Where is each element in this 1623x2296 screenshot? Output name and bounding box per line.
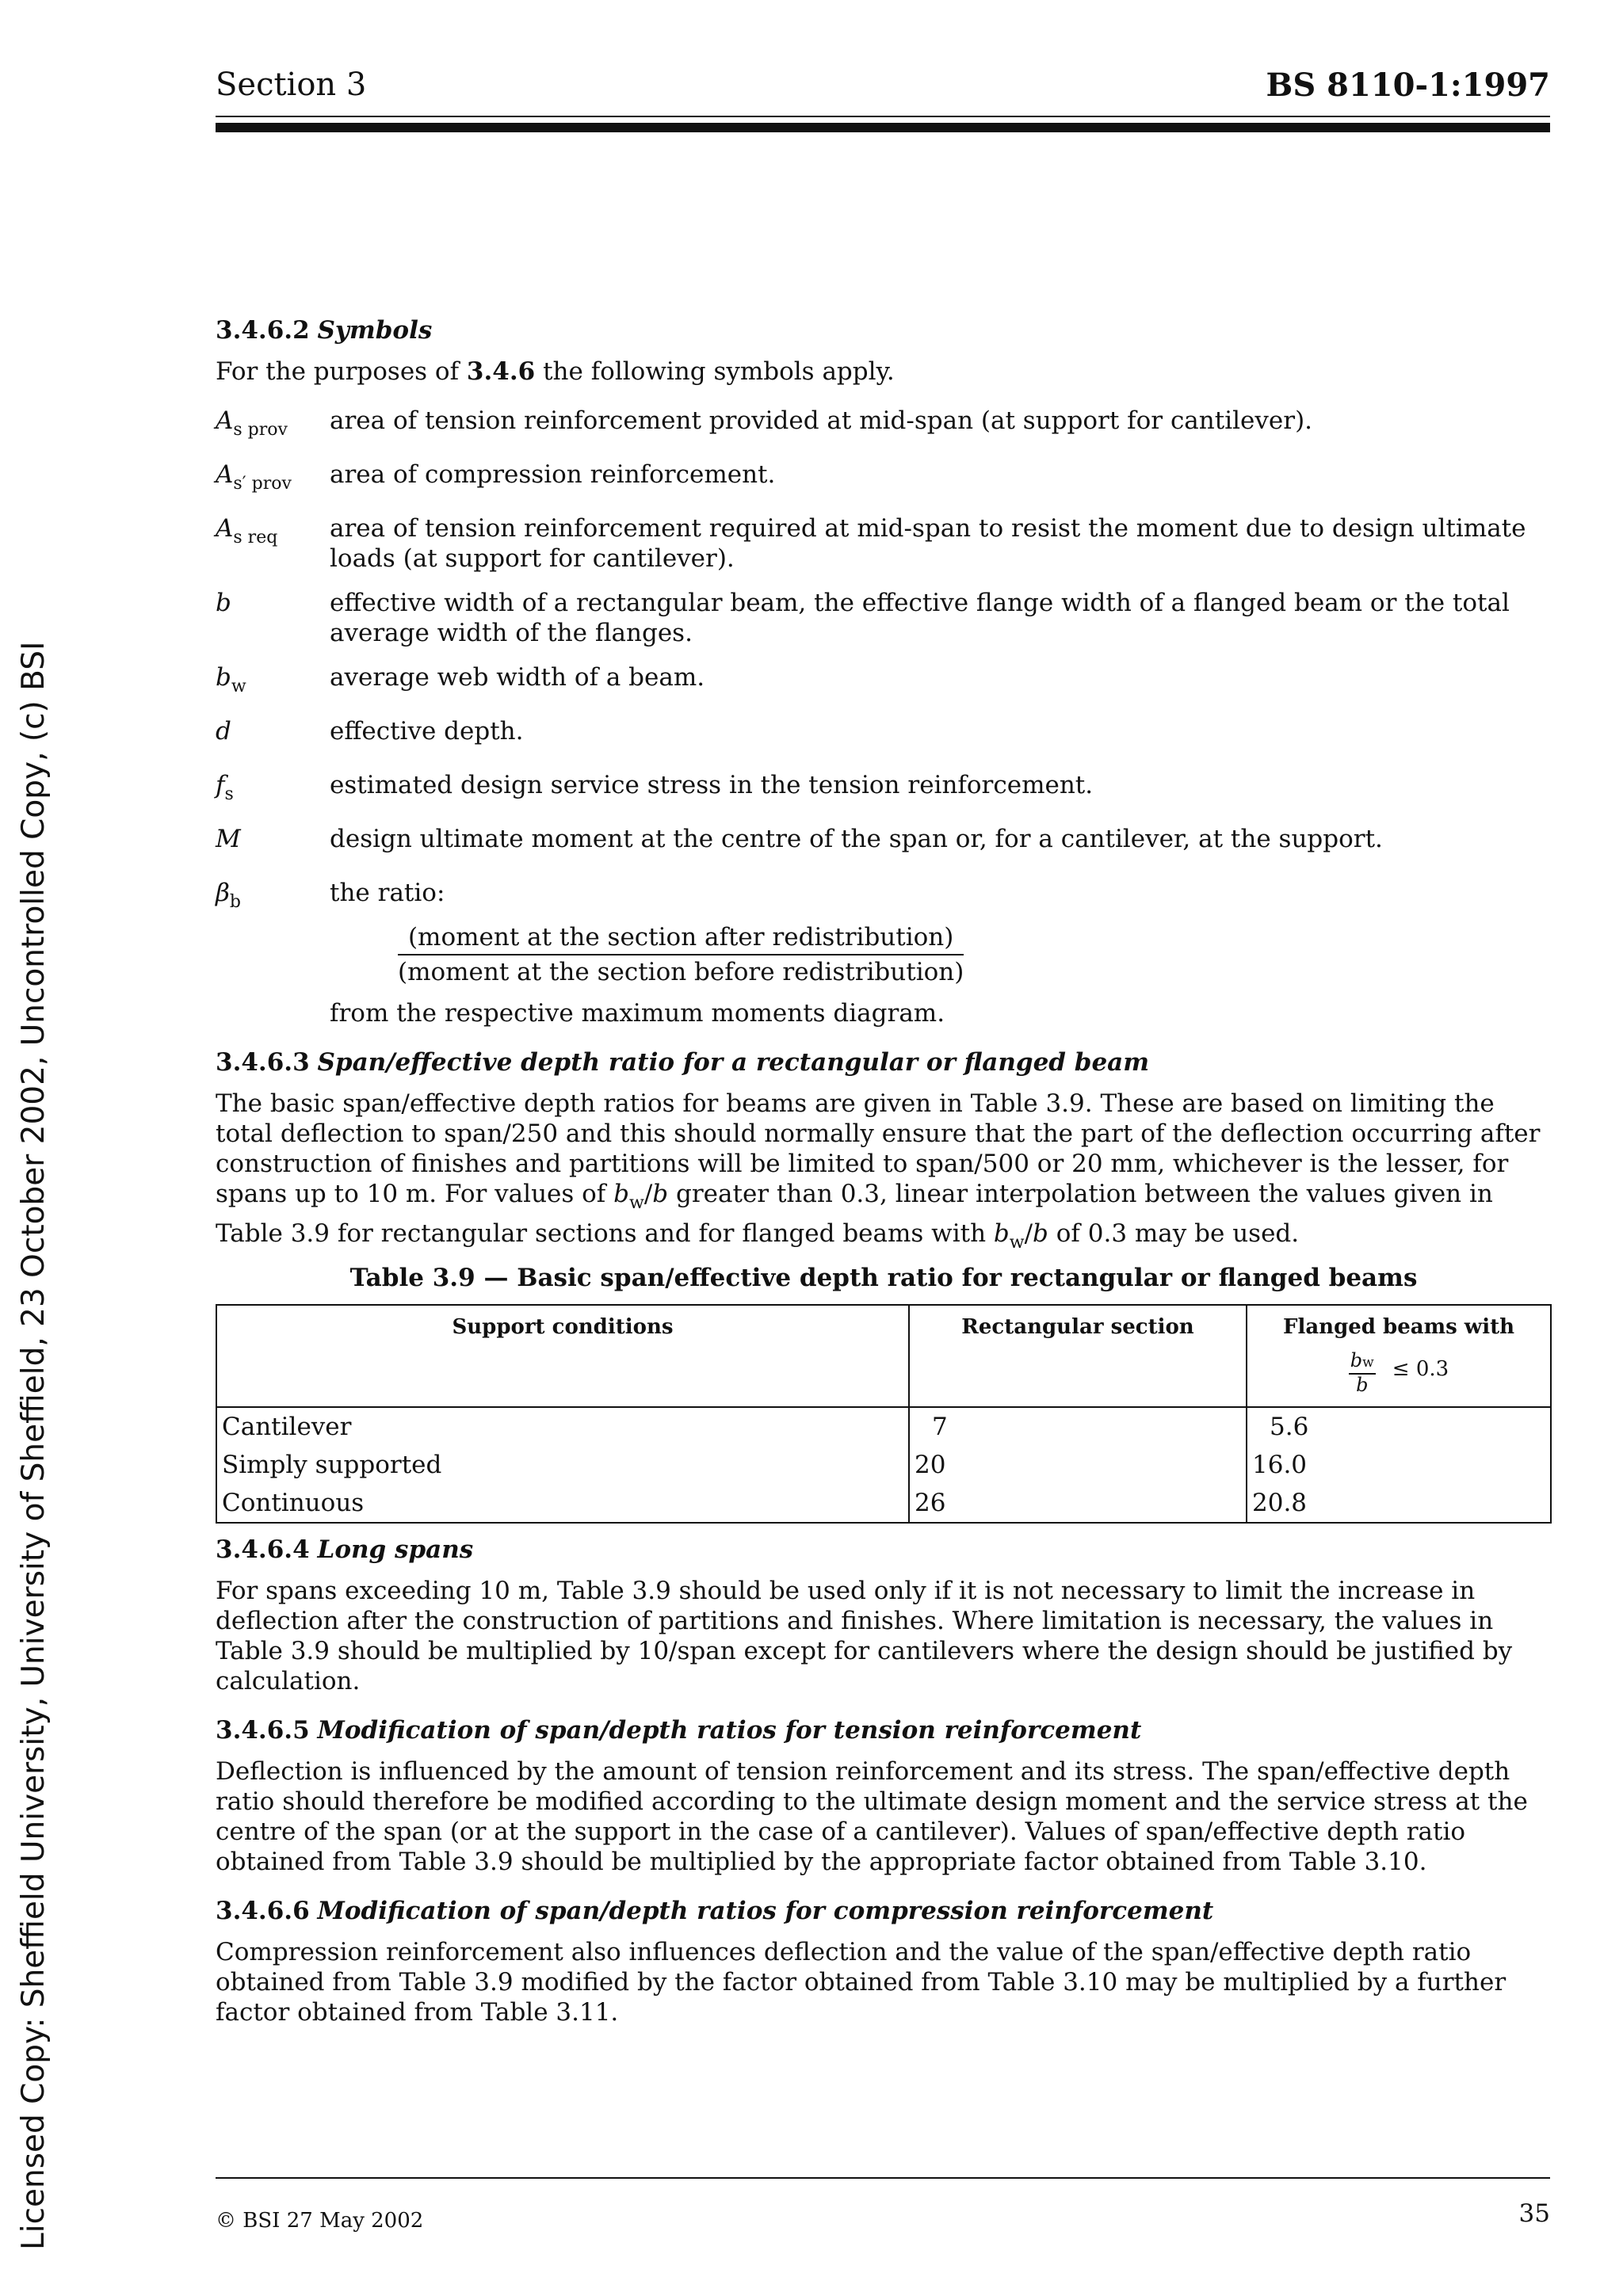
heading-number: 3.4.6.3	[216, 1048, 310, 1077]
symbols-list	[216, 406, 1552, 922]
symbol-row	[216, 406, 1552, 460]
text-part: greater than 0.3, linear interpolation between the values given in Table 3.9 for rectangular sections and for flanged beams with	[216, 1180, 1493, 1248]
cell-condition: Continuous	[216, 1484, 909, 1523]
intro-ref: 3.4.6	[466, 357, 536, 386]
slash: /	[643, 1180, 653, 1208]
symbol-main: A	[216, 460, 234, 489]
cell-rectangular: 20	[909, 1446, 1247, 1484]
symbol-main: f	[216, 771, 225, 799]
text-part: of 0.3 may be used.	[1048, 1219, 1300, 1248]
table-header-row	[216, 1305, 1551, 1407]
footer-copyright: © BSI 27 May 2002	[216, 2209, 424, 2233]
main-content	[216, 315, 1552, 2027]
var-w: w	[629, 1193, 644, 1213]
symbol-main: d	[216, 717, 231, 746]
symbols-intro	[216, 357, 1552, 387]
cell-rectangular: 26	[909, 1484, 1247, 1523]
ratio-numerator: (moment at the section after redistribution)	[398, 922, 964, 955]
header-flanged-beams	[1247, 1305, 1551, 1407]
symbol-desc: design ultimate moment at the centre of the span or, for a cantilever, at the support.	[330, 825, 1383, 853]
paragraph-3466: Compression reinforcement also influences deflection and the value of the span/effective depth ratio obtained from Table 3.9 modified by the factor obtained from Table 3.10 may be multiplied by a further factor obtained from Table 3.11.	[216, 1938, 1507, 2027]
paragraph-3465: Deflection is influenced by the amount of tension reinforcement and its stress. The span/effective depth ratio should therefore be modified according to the ultimate design moment and the service stress at the centre of the span (or at the support in the case of a cantilever). Values of span/effective depth ratio obtained from Table 3.9 should be multiplied by the appropriate factor obtained from Table 3.10.	[216, 1757, 1528, 1876]
cell-condition: Simply supported	[216, 1446, 909, 1484]
symbol-sub: b	[229, 892, 242, 912]
symbol-row	[216, 824, 1552, 878]
heading-title: Modification of span/depth ratios for compression reinforcement	[317, 1897, 1214, 1925]
ratio-fraction	[398, 922, 964, 987]
frac-num: b	[1350, 1349, 1363, 1371]
cell-rectangular	[909, 1407, 1247, 1446]
symbol-row	[216, 878, 1552, 922]
paragraph-3463	[216, 1089, 1552, 1258]
table-3-9-caption: Table 3.9 — Basic span/effective depth ratio for rectangular or flanged beams	[349, 1264, 1418, 1292]
header-section: Section 3	[216, 67, 367, 103]
var-b: b	[993, 1219, 1010, 1248]
var-b: b	[613, 1180, 629, 1208]
symbol-desc: effective depth.	[330, 717, 524, 746]
paragraph-3464: For spans exceeding 10 m, Table 3.9 should be used only if it is not necessary to limit the increase in deflection after the construction of partitions and finishes. Where limitation is necessary, the values in Table 3.9 should be multiplied by 10/span except for cantilevers where the design should be justified by calculation.	[216, 1577, 1513, 1695]
symbol-main: A	[216, 406, 234, 435]
cell-flanged: 16.0	[1247, 1446, 1551, 1484]
table-row	[216, 1446, 1551, 1484]
symbol-row	[216, 513, 1552, 588]
symbol-desc: average web width of a beam.	[330, 663, 705, 692]
symbol-main: β	[216, 879, 230, 907]
symbol-sub: w	[231, 677, 246, 696]
heading-3466	[216, 1896, 1552, 1926]
symbol-desc: area of tension reinforcement required at mid-span to resist the moment due to design ultimate loads (at support for cantilever).	[330, 514, 1526, 573]
intro-text: For the purposes of	[216, 357, 467, 386]
header-support-conditions: Support conditions	[216, 1305, 909, 1407]
heading-title: Span/effective depth ratio for a rectangular or flanged beam	[317, 1048, 1150, 1077]
symbol-main: b	[216, 663, 231, 692]
symbol-desc: area of compression reinforcement.	[330, 460, 776, 489]
heading-3465	[216, 1715, 1552, 1745]
license-watermark: Licensed Copy: Sheffield University, University of Sheffield, 23 October 2002, Uncontrolled Copy, (c) BSI	[16, 641, 52, 2250]
table-row	[216, 1484, 1551, 1523]
header-rectangular-section: Rectangular section	[909, 1305, 1247, 1407]
bw-over-b-fraction	[1349, 1350, 1376, 1395]
symbol-desc: estimated design service stress in the tension reinforcement.	[330, 771, 1094, 799]
symbol-row	[216, 716, 1552, 770]
page-number: 35	[1518, 2199, 1550, 2228]
symbol-desc: the ratio:	[330, 879, 445, 907]
heading-number: 3.4.6.5	[216, 1716, 310, 1745]
heading-number: 3.4.6.2	[216, 316, 310, 345]
symbol-main: M	[216, 825, 241, 853]
symbol-row	[216, 770, 1552, 824]
symbol-desc: area of tension reinforcement provided at mid-span (at support for cantilever).	[330, 406, 1313, 435]
flanged-label: Flanged beams with	[1283, 1315, 1514, 1339]
frac-den: b	[1356, 1374, 1369, 1396]
flange-relation: ≤ 0.3	[1392, 1356, 1449, 1381]
ratio-source: from the respective maximum moments diagram.	[330, 999, 945, 1028]
symbol-sub: s	[224, 784, 234, 804]
table-row	[216, 1407, 1551, 1446]
ratio-denominator: (moment at the section before redistribution)	[398, 958, 964, 986]
heading-number: 3.4.6.4	[216, 1535, 310, 1564]
cell-flanged: 20.8	[1247, 1484, 1551, 1523]
header-rule-thin	[216, 116, 1550, 117]
var-b: b	[1033, 1219, 1048, 1248]
symbol-sub: s prov	[233, 420, 288, 440]
cell-rect-value: 7	[932, 1413, 948, 1441]
intro-text-end: the following symbols apply.	[535, 357, 895, 386]
symbol-main: A	[216, 514, 234, 543]
header-rule-thick	[216, 123, 1550, 132]
slash: /	[1024, 1219, 1033, 1248]
heading-number: 3.4.6.6	[216, 1897, 310, 1925]
var-b: b	[652, 1180, 669, 1208]
heading-title: Modification of span/depth ratios for tension reinforcement	[317, 1716, 1142, 1745]
text-part: The basic span/effective depth ratios for beams are given in Table 3.9. These are based on limiting the total deflection to span/250 and this should normally ensure that the part of the deflection occurring after construction of finishes and partitions will be limited to span/500 or 20 mm, whichever is the lesser, for spans up to 10 m. For values of	[216, 1089, 1541, 1208]
symbol-row	[216, 460, 1552, 513]
symbol-row	[216, 662, 1552, 716]
cell-flanged-value: 5.6	[1270, 1413, 1309, 1441]
frac-num-sub: w	[1362, 1355, 1374, 1371]
symbol-row	[216, 588, 1552, 662]
symbol-sub: s req	[233, 528, 278, 547]
cell-flanged	[1247, 1407, 1551, 1446]
var-w: w	[1009, 1233, 1025, 1253]
symbol-main: b	[216, 589, 231, 617]
header-standard: BS 8110-1:1997	[1266, 67, 1550, 104]
heading-title: Symbols	[317, 316, 433, 345]
heading-3464	[216, 1535, 1552, 1565]
cell-condition: Cantilever	[216, 1407, 909, 1446]
footer-rule	[216, 2177, 1550, 2179]
heading-title: Long spans	[317, 1535, 474, 1564]
heading-3462	[216, 315, 1552, 345]
heading-3463	[216, 1047, 1552, 1077]
symbol-desc: effective width of a rectangular beam, the effective flange width of a flanged beam or the total average width of the flanges.	[330, 589, 1510, 647]
symbol-sub: s′ prov	[233, 474, 292, 494]
table-3-9	[216, 1304, 1552, 1524]
